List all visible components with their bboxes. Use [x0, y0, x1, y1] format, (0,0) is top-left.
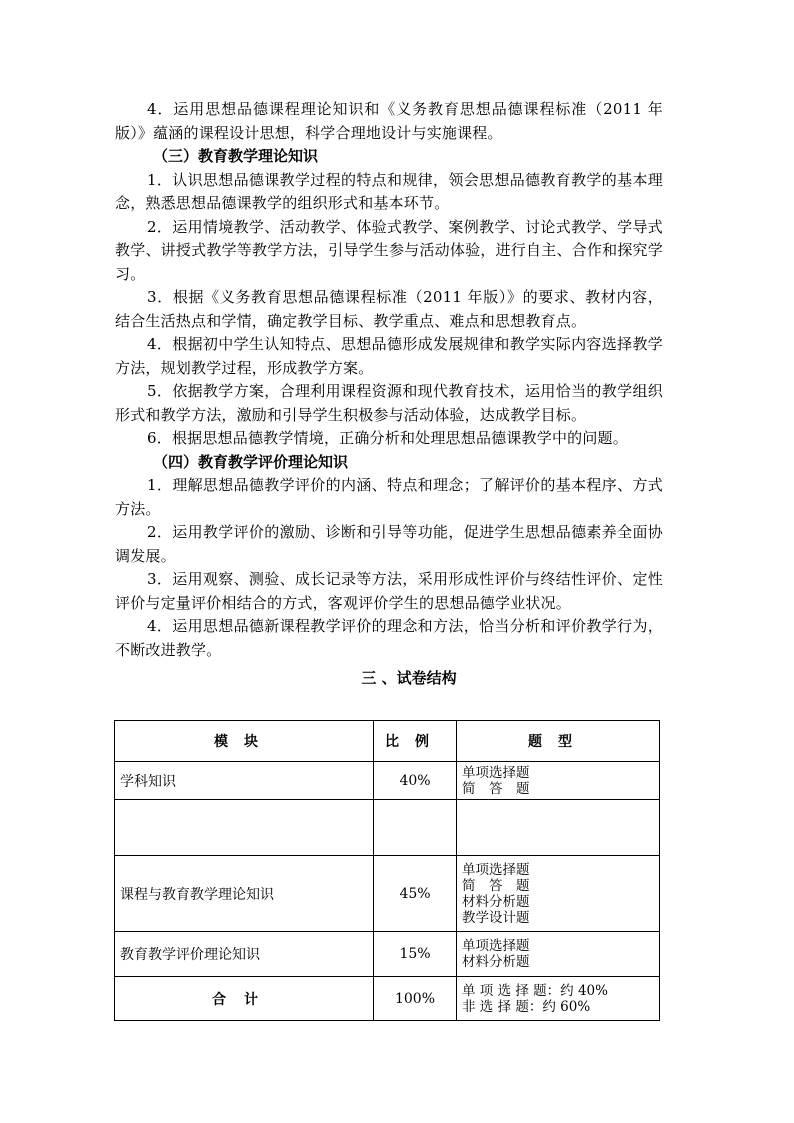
- total-label: 合计: [115, 977, 374, 1021]
- type-cell: [457, 762, 660, 800]
- question-type: 材料分析题: [462, 954, 530, 970]
- module-cell: 学科知识: [115, 762, 374, 800]
- table-row: [115, 932, 660, 977]
- ratio-cell: 45%: [374, 856, 457, 932]
- question-type: 单 项 选 择 题：约 40%: [462, 982, 608, 999]
- type-cell: [457, 800, 660, 856]
- paragraph: 2．运用教学评价的激励、诊断和引导等功能，促进学生思想品德素养全面协调发展。: [115, 523, 663, 565]
- ratio-cell: [374, 800, 457, 856]
- paragraph: 4．运用思想品德新课程教学评价的理念和方法，恰当分析和评价教学行为，不断改进教学。: [115, 617, 663, 659]
- module-cell: [115, 800, 374, 856]
- paragraph: 3．根据《义务教育思想品德课程标准（2011 年版）》的要求、教材内容，结合生活热点和学情，确定教学目标、教学重点、难点和思想教育点。: [115, 288, 663, 330]
- table-row: [115, 800, 660, 856]
- paragraph: 2．运用情境教学、活动教学、体验式教学、案例教学、讨论式教学、学导式教学、讲授式教学等教学方法，引导学生参与活动体验，进行自主、合作和探究学习。: [115, 217, 663, 283]
- table-row: [115, 762, 660, 800]
- section-heading: （四）教育教学评价理论知识: [153, 452, 349, 471]
- section-title: 三 、试卷结构: [361, 669, 457, 687]
- total-ratio: 100%: [374, 977, 457, 1021]
- question-type: 单项选择题: [462, 764, 530, 781]
- question-type: 单项选择题: [462, 861, 530, 878]
- body-text: [115, 98, 663, 690]
- question-type: 教学设计题: [462, 909, 530, 926]
- paragraph: 1．认识思想品德课教学过程的特点和规律，领会思想品德教育教学的基本理念，熟悉思想品德课教学的组织形式和基本环节。: [115, 170, 663, 212]
- question-type: 简 答 题: [462, 780, 530, 797]
- paragraph: 4．运用思想品德课程理论知识和《义务教育思想品德课程标准（2011 年版）》蕴涵的课程设计思想，科学合理地设计与实施课程。: [115, 100, 663, 142]
- table-header-row: [115, 721, 660, 762]
- type-cell: [457, 932, 660, 977]
- exam-structure-table: [114, 720, 660, 1021]
- ratio-cell: 40%: [374, 762, 457, 800]
- paragraph: 1．理解思想品德教学评价的内涵、特点和理念；了解评价的基本程序、方式方法。: [115, 476, 663, 518]
- table-row: [115, 856, 660, 932]
- paragraph: 3．运用观察、测验、成长记录等方法，采用形成性评价与终结性评价、定性评价与定量评价相结合的方式，客观评价学生的思想品德学业状况。: [115, 570, 663, 612]
- table-total-row: [115, 977, 660, 1021]
- paragraph: 6．根据思想品德教学情境，正确分析和处理思想品德课教学中的问题。: [147, 429, 628, 447]
- header-module: 模块: [115, 721, 374, 762]
- type-cell: [457, 856, 660, 932]
- question-type: 材料分析题: [462, 893, 530, 910]
- paragraph: 4．根据初中学生认知特点、思想品德形成发展规律和教学实际内容选择教学方法，规划教学过程，形成教学方案。: [115, 335, 663, 377]
- header-type: 题型: [457, 721, 660, 762]
- question-type: 非 选 择 题：约 60%: [462, 998, 591, 1015]
- header-ratio: 比例: [374, 721, 457, 762]
- question-type: 单项选择题: [462, 938, 530, 954]
- section-heading: （三）教育教学理论知识: [153, 147, 319, 165]
- paragraph: 5．依据教学方案，合理利用课程资源和现代教育技术，运用恰当的教学组织形式和教学方法，激励和引导学生积极参与活动体验，达成教学目标。: [115, 382, 663, 424]
- type-cell: [457, 977, 660, 1021]
- module-cell: 课程与教育教学理论知识: [115, 856, 374, 932]
- ratio-cell: 15%: [374, 932, 457, 977]
- question-type: 简 答 题: [462, 877, 530, 894]
- module-cell: 教育教学评价理论知识: [115, 932, 374, 977]
